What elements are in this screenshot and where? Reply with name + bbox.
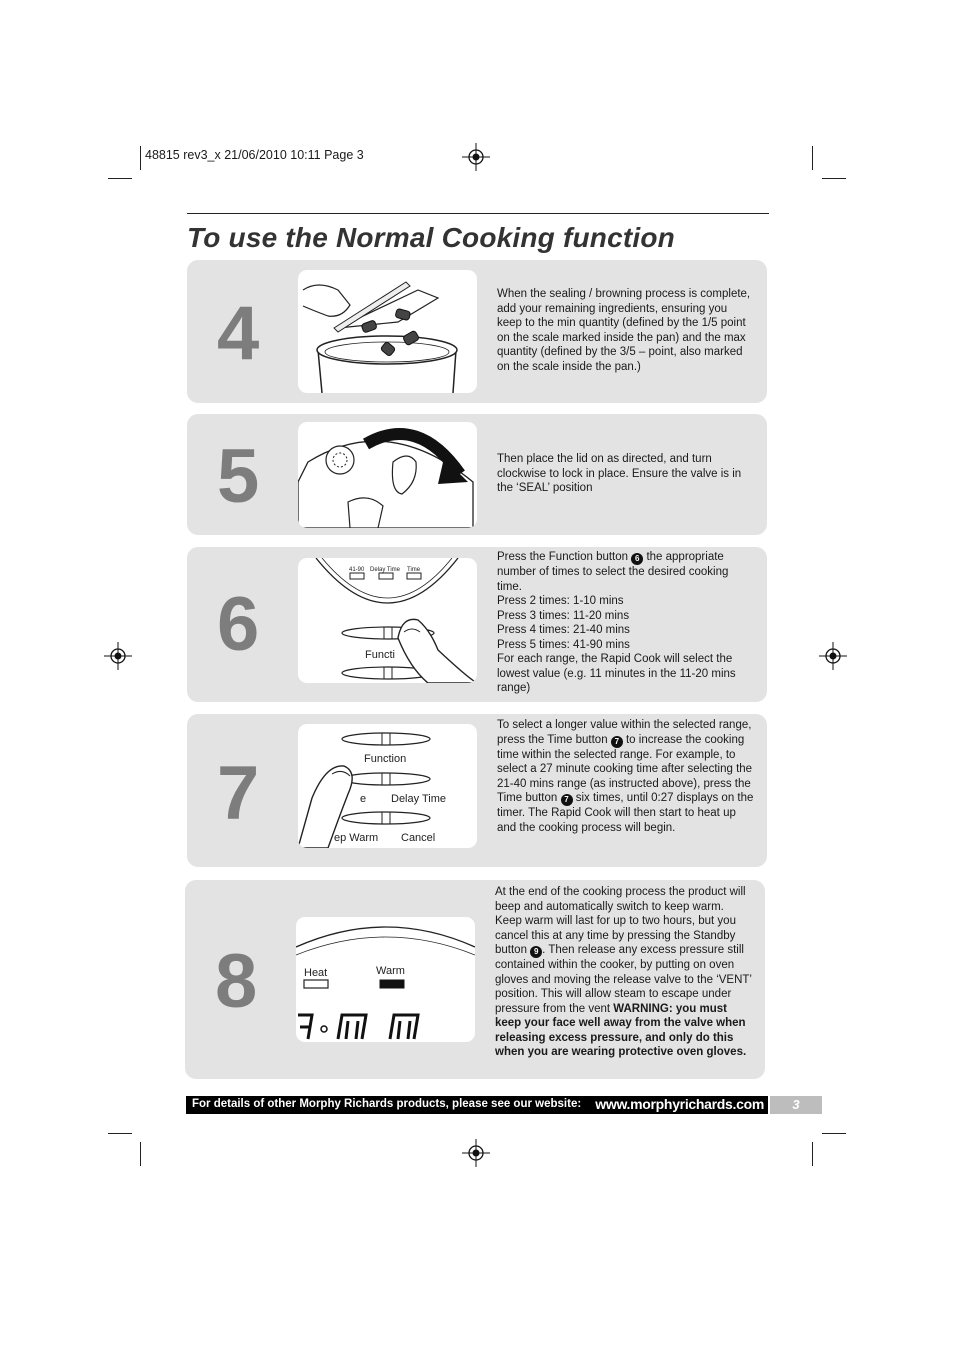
warm-indicator-light xyxy=(380,980,404,988)
footer-text: For details of other Morphy Richards products, please see our website: xyxy=(192,1098,582,1110)
crop-mark xyxy=(140,1142,141,1166)
button-label-time: e xyxy=(360,793,367,805)
time-button-badge-icon: 7 xyxy=(561,794,573,806)
step-number: 7 xyxy=(217,751,260,836)
step-6-intro-b: the appropriate number of times to select the desired cooking time. xyxy=(497,551,729,593)
step-6-panel xyxy=(187,547,767,702)
warning-text: WARNING: you must keep your face well away from the valve when releasing excess pressure, and only do this when you are wearing protective oven gloves. xyxy=(495,1002,747,1058)
step-6-text xyxy=(497,550,755,696)
crop-mark xyxy=(140,146,141,170)
registration-mark-icon xyxy=(104,642,132,670)
button-label-delay-time: Delay Time xyxy=(391,793,447,805)
registration-mark-icon xyxy=(462,143,490,171)
step-7-text-b: to increase the cooking time within the selected range. For example, to select a 27 minute cooking time after selecting the 21-40 mins range (as instructed above), press the Time button xyxy=(497,733,753,804)
crop-mark xyxy=(108,178,132,179)
step-5-panel xyxy=(187,414,767,535)
step-6-line: Press 3 times: 11-20 mins xyxy=(497,609,630,622)
function-button-badge-icon: 6 xyxy=(631,553,643,565)
crop-mark xyxy=(822,178,846,179)
step-number: 5 xyxy=(217,434,260,519)
lid-turning-drawing xyxy=(298,422,477,528)
step-8-text-a: At the end of the cooking process the product will beep and automatically switch to keep warm. Keep warm will last for up to two hours, but you cancel this at any time by pressing the Standby button xyxy=(495,886,746,956)
step-4-illustration xyxy=(298,270,477,393)
step-6-illustration xyxy=(298,558,477,683)
button-label-function: Function xyxy=(364,753,407,765)
standby-button-badge-icon: 9 xyxy=(530,946,542,958)
step-8-panel xyxy=(185,880,765,1079)
button-label-cancel: Cancel xyxy=(401,832,436,844)
page-number: 3 xyxy=(770,1096,822,1114)
step-number: 8 xyxy=(215,939,258,1024)
step-4-panel xyxy=(187,260,767,403)
crop-mark xyxy=(108,1133,132,1134)
step-7-illustration xyxy=(298,724,477,848)
step-5-text: Then place the lid on as directed, and turn clockwise to lock in place. Ensure the valve is in the ‘SEAL’ position xyxy=(497,453,742,494)
step-7-panel xyxy=(187,714,767,867)
step-5-illustration xyxy=(298,422,477,528)
step-number: 4 xyxy=(217,291,260,376)
step-6-line: For each range, the Rapid Cook will select the lowest value (e.g. 11 minutes in the 11-20 mins range) xyxy=(497,653,736,694)
button-label-keep-warm: ep Warm xyxy=(334,832,379,844)
indicator-label-warm: Warm xyxy=(376,965,405,977)
step-8-text-b: . Then release any excess pressure still contained within the cooker, by putting on oven gloves and moving the release valve to the ‘VENT’ position. This will allow steam to escape under pressure from the vent xyxy=(495,944,752,1015)
crop-mark xyxy=(822,1133,846,1134)
print-slug: 48815 rev3_x 21/06/2010 10:11 Page 3 xyxy=(145,148,364,162)
adding-ingredients-drawing xyxy=(298,270,477,393)
step-7-text xyxy=(497,718,755,835)
display-label-delay: Delay Time xyxy=(370,567,401,573)
crop-mark xyxy=(812,146,813,170)
time-button-badge-icon: 7 xyxy=(611,736,623,748)
page-title: To use the Normal Cooking function xyxy=(187,222,675,253)
website-link[interactable]: www.morphyrichards.com xyxy=(595,1096,764,1112)
time-button-drawing xyxy=(298,724,477,848)
heat-indicator-light xyxy=(304,980,328,988)
registration-mark-icon xyxy=(819,642,847,670)
function-button-drawing xyxy=(298,558,477,683)
button-label-function: Functi xyxy=(365,649,395,661)
registration-mark-icon xyxy=(462,1139,490,1167)
step-6-line: Press 4 times: 21-40 mins xyxy=(497,624,630,636)
crop-mark xyxy=(812,1142,813,1166)
footer-bar xyxy=(186,1096,768,1114)
step-8-illustration xyxy=(296,917,475,1042)
step-7-text-c: six times, until 0:27 displays on the timer. The Rapid Cook will then start to heat up and the cooking process will begin. xyxy=(497,792,754,834)
step-number: 6 xyxy=(217,582,260,667)
step-4-text: When the sealing / browning process is complete, add your remaining ingredients, ensuring you keep to the min quantity (defined by the 1/5 point on the scale marked inside the pan) and the max quantity (defined by the 3/5 – point, also marked on the scale inside the pan.) xyxy=(497,288,751,373)
step-7-text-a: To select a longer value within the selected range, press the Time button xyxy=(497,719,752,746)
step-6-intro-a: Press the Function button xyxy=(497,551,632,563)
display-label-range: 41-90 xyxy=(349,567,365,573)
title-rule xyxy=(187,213,769,214)
indicator-label-heat: Heat xyxy=(304,967,328,979)
step-6-line: Press 2 times: 1-10 mins xyxy=(497,595,624,607)
display-label-time: Time xyxy=(407,567,421,573)
step-8-text xyxy=(495,885,753,1060)
keep-warm-display-drawing xyxy=(296,917,475,1042)
step-6-line: Press 5 times: 41-90 mins xyxy=(497,638,630,651)
